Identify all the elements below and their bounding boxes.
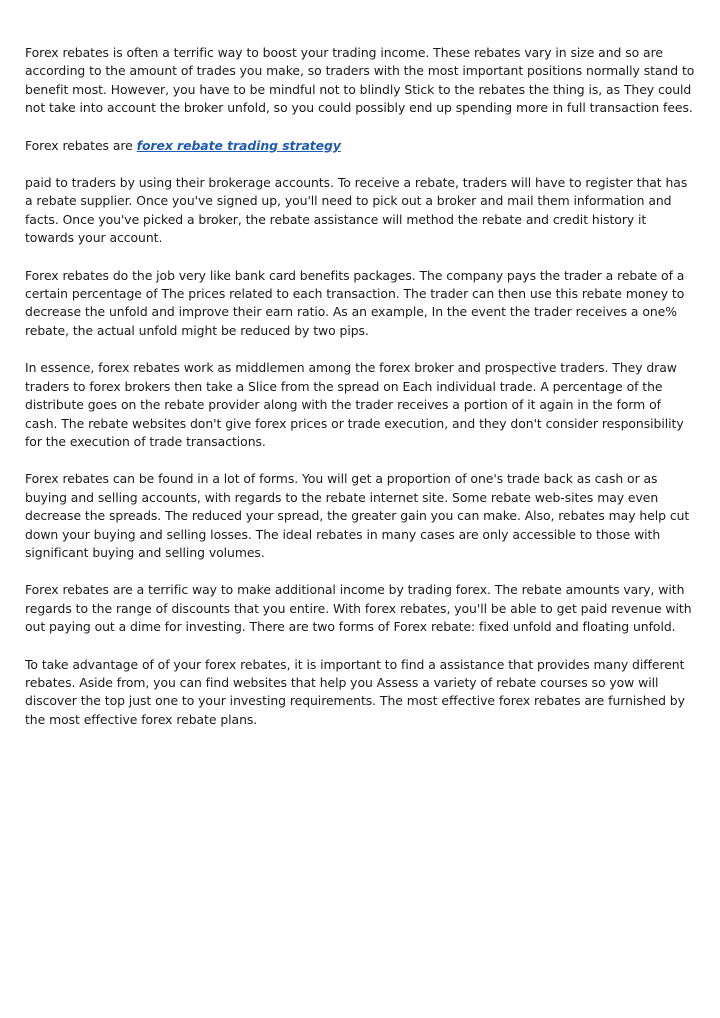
paragraph: Forex rebates do the job very like bank card benefits packages. The company pays the trader a rebate of a certain percentage of The prices related to each transaction. The trader can then use this rebate money to decrease the unfold and improve their earn ratio. As an example, In the event the trader receives a one% rebate, the actual unfold might be reduced by two pips. — [25, 267, 685, 338]
link-paragraph — [25, 137, 697, 155]
paragraph: Forex rebates can be found in a lot of forms. You will get a proportion of one's trade back as cash or as buying and selling accounts, with regards to the rebate internet site. Some rebate web-sites may even decrease the spreads. The reduced your spread, the greater gain you can make. Also, rebates may help cut down your buying and selling losses. The ideal rebates in many cases are only accessible to those with significant buying and selling volumes. — [25, 471, 690, 560]
paragraph: Forex rebates is often a terrific way to boost your trading income. These rebates vary in size and so are according to the amount of trades you make, so traders with the most important positions normally stand to benefit most. However, you have to be mindful not to blindly Stick to the rebates the thing is, as They could not take into account the broker unfold, so you could possibly end up spending more in full transaction fees. — [25, 45, 695, 116]
link-prefix: Forex rebates are — [25, 137, 137, 153]
paragraph: paid to traders by using their brokerage accounts. To receive a rebate, traders will have to register that has a rebate supplier. Once you've signed up, you'll need to pick out a broker and mail them information and facts. Once you've picked a broker, the rebate assistance will method the rebate and credit history it towards your account. — [25, 175, 688, 246]
paragraph: To take advantage of of your forex rebates, it is important to find a assistance that provides many different rebates. Aside from, you can find websites that help you Assess a variety of rebate courses so yow will discover the top just one to your investing requirements. The most effective forex rebates are furnished by the most effective forex rebate plans. — [25, 656, 685, 727]
forex-rebate-strategy-link[interactable]: forex rebate trading strategy — [136, 137, 341, 153]
paragraph: In essence, forex rebates work as middlemen among the forex broker and prospective traders. They draw traders to forex brokers then take a Slice from the spread on Each individual trade. A percentage of the distribute goes on the rebate provider along with the trader receives a portion of it again in the form of cash. The rebate websites don't give forex prices or trade execution, and they don't consider responsibility for the execution of trade transactions. — [25, 360, 684, 449]
paragraph: Forex rebates are a terrific way to make additional income by trading forex. The rebate amounts vary, with regards to the range of discounts that you entire. With forex rebates, you'll be able to get paid revenue with out paying out a dime for investing. There are two forms of Forex rebate: fixed unfold and floating unfold. — [25, 582, 692, 635]
document-body — [25, 44, 697, 748]
